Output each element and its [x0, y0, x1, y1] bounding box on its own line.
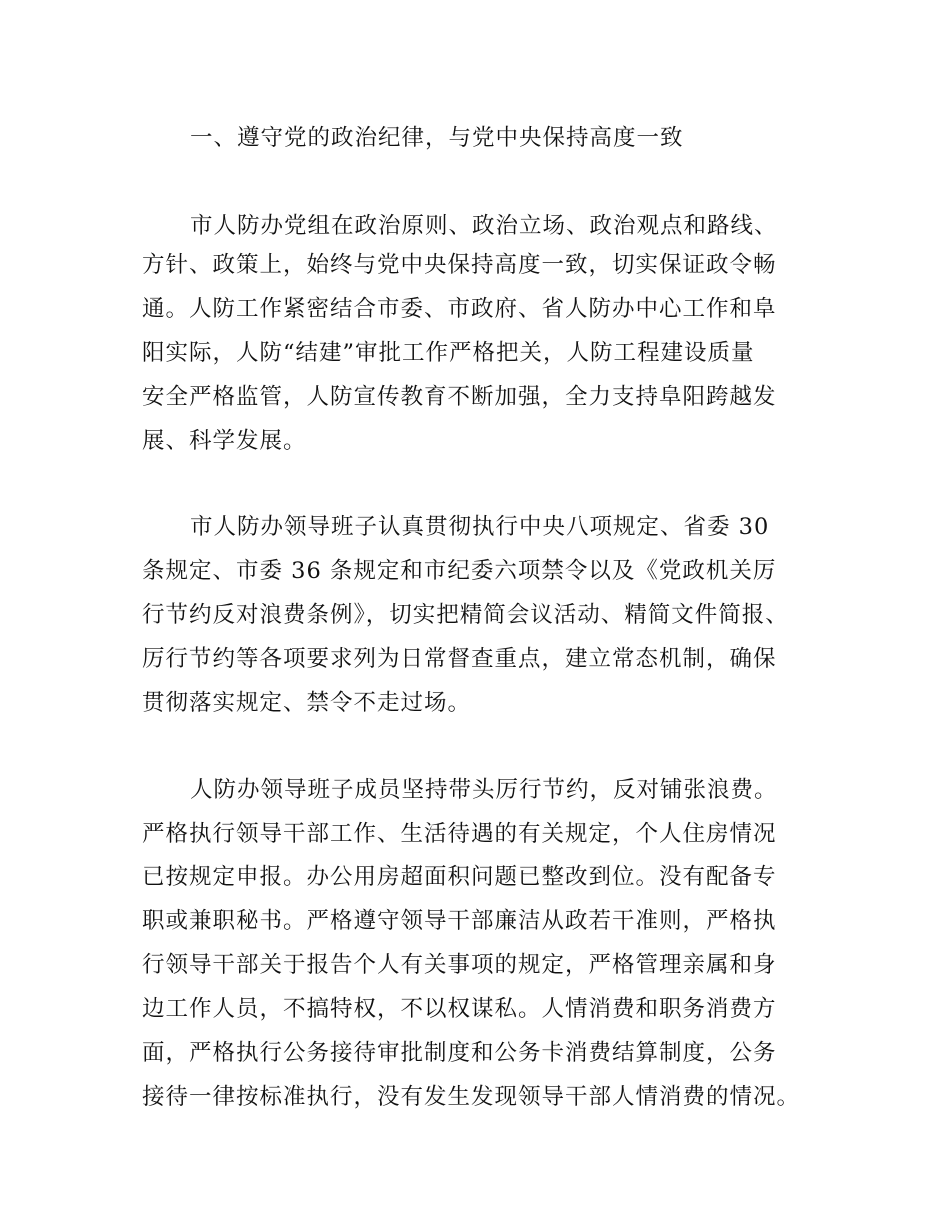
paragraph-2-line-4: 厉行节约等各项要求列为日常督查重点，建立常态机制，确保 [142, 646, 777, 672]
paragraph-1-line-1: 市人防办党组在政治原则、政治立场、政治观点和路线、 [190, 213, 778, 239]
paragraph-1-line-2: 方针、政策上，始终与党中央保持高度一致，切实保证政令畅 [142, 252, 777, 278]
paragraph-2-line-3: 行节约反对浪费条例》，切实把精简会议活动、精简文件简报、 [142, 602, 789, 628]
paragraph-3-line-6: 边工作人员，不搞特权，不以权谋私。人情消费和职务消费方 [142, 996, 777, 1022]
paragraph-3-line-1: 人防办领导班子成员坚持带头厉行节约，反对铺张浪费。 [190, 777, 778, 803]
paragraph-3-line-3: 已按规定申报。办公用房超面积问题已整改到位。没有配备专 [142, 864, 777, 890]
paragraph-3-line-8: 接待一律按标准执行，没有发生发现领导干部人情消费的情况。 [142, 1084, 801, 1110]
paragraph-2-line-1: 市人防办领导班子认真贯彻执行中央八项规定、省委 30 [190, 514, 770, 540]
paragraph-2-line-5: 贯彻落实规定、禁令不走过场。 [142, 690, 472, 716]
paragraph-3-line-2: 严格执行领导干部工作、生活待遇的有关规定，个人住房情况 [142, 821, 777, 847]
paragraph-1-line-4: 阳实际，人防“结建”审批工作严格把关，人防工程建设质量 [142, 340, 755, 366]
section-heading: 一、遵守党的政治纪律，与党中央保持高度一致 [190, 125, 684, 151]
paragraph-2-line-2: 条规定、市委 36 条规定和市纪委六项禁令以及《党政机关厉 [142, 558, 777, 584]
paragraph-3-line-4: 职或兼职秘书。严格遵守领导干部廉洁从政若干准则，严格执 [142, 908, 777, 934]
paragraph-3-line-5: 行领导干部关于报告个人有关事项的规定，严格管理亲属和身 [142, 952, 777, 978]
paragraph-1-line-5: 安全严格监管，人防宣传教育不断加强，全力支持阜阳跨越发 [142, 384, 777, 410]
paragraph-1-line-3: 通。人防工作紧密结合市委、市政府、省人防办中心工作和阜 [142, 296, 777, 322]
paragraph-3-line-7: 面，严格执行公务接待审批制度和公务卡消费结算制度，公务 [142, 1040, 777, 1066]
paragraph-1-line-6: 展、科学发展。 [142, 428, 307, 454]
